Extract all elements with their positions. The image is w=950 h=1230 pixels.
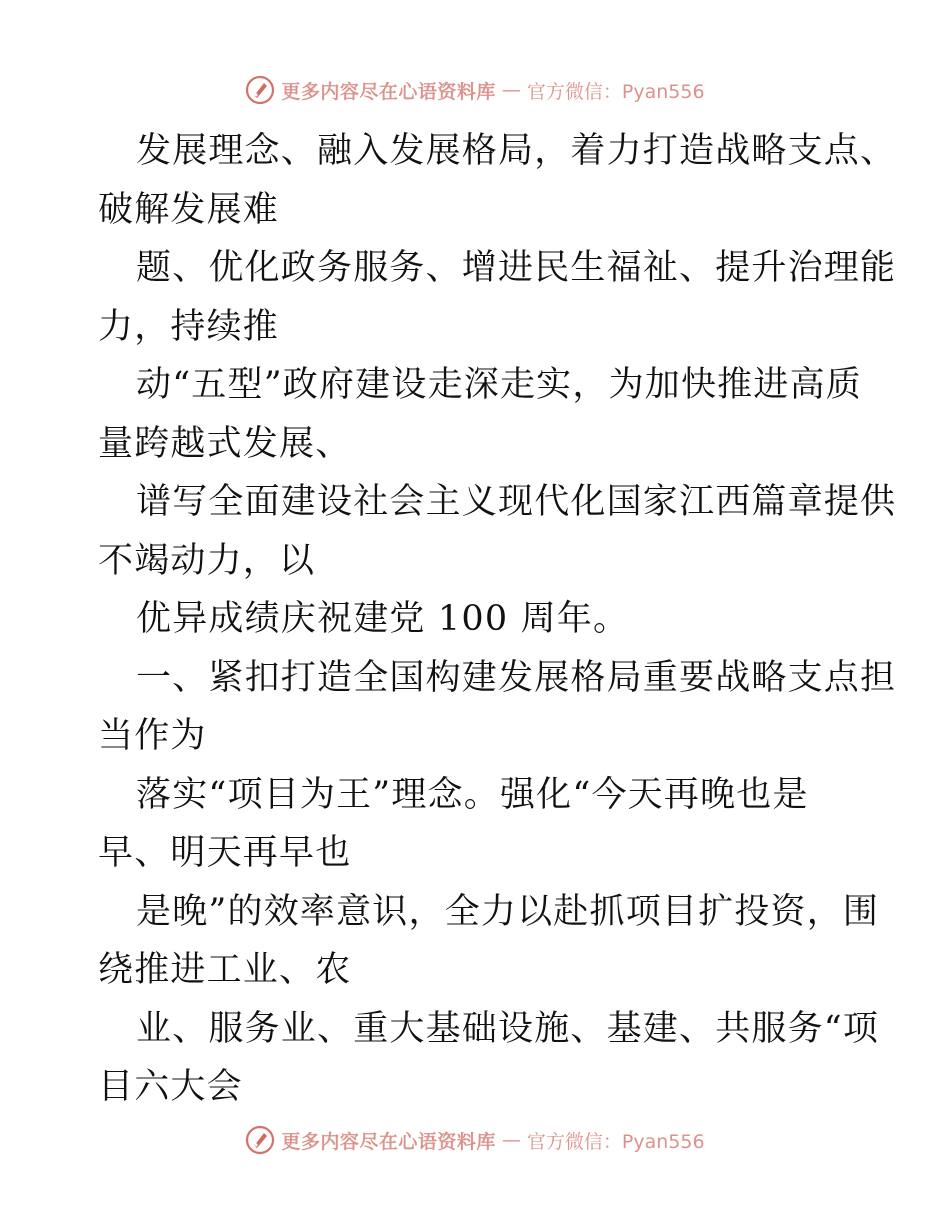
- section-heading-continuation: 当作为: [98, 716, 207, 756]
- text-line: 业、服务业、重大基础设施、基建、共服务“项: [136, 1008, 880, 1049]
- text-line: 早、明天再早也: [98, 833, 352, 873]
- text-line: 题、优化政务服务、增进民生福祉、提升治理能: [136, 248, 897, 288]
- text-line: 不竭动力，以: [98, 540, 316, 581]
- header-watermark: [0, 70, 950, 110]
- text-line: 落实“项目为王”理念。强化“今天再晚也是: [136, 774, 809, 815]
- pen-nib-logo-icon: [245, 75, 275, 105]
- text-line: 力，持续推: [98, 306, 280, 347]
- watermark-brand: 更多内容尽在心语资料库: [281, 1130, 496, 1153]
- section-heading: 一、紧扣打造全国构建发展格局重要战略支点担: [136, 657, 897, 698]
- watermark-wechat: 官方微信：Pyan556: [526, 1130, 705, 1153]
- text-line: 量跨越式发展、: [98, 423, 352, 464]
- text-line: 优异成绩庆祝建党 100 周年。: [136, 599, 630, 639]
- text-line: 破解发展难: [98, 189, 280, 230]
- text-line: 发展理念、融入发展格局，着力打造战略支点、: [136, 131, 897, 171]
- text-line: 谱写全面建设社会主义现代化国家江西篇章提供: [136, 482, 897, 522]
- text-line: 动“五型”政府建设走深走实，为加快推进高质: [136, 365, 862, 405]
- text-line: 目六大会: [98, 1067, 243, 1107]
- watermark-separator: —: [501, 79, 521, 101]
- document-body: [98, 122, 897, 1117]
- footer-watermark: [0, 1120, 950, 1160]
- watermark-separator: —: [501, 1129, 521, 1151]
- text-line: 绕推进工业、农: [98, 950, 352, 990]
- watermark-wechat: 官方微信：Pyan556: [526, 80, 705, 103]
- text-line: 是晚”的效率意识，全力以赴抓项目扩投资，围: [136, 891, 880, 932]
- pen-nib-logo-icon: [245, 1125, 275, 1155]
- watermark-brand: 更多内容尽在心语资料库: [281, 80, 496, 103]
